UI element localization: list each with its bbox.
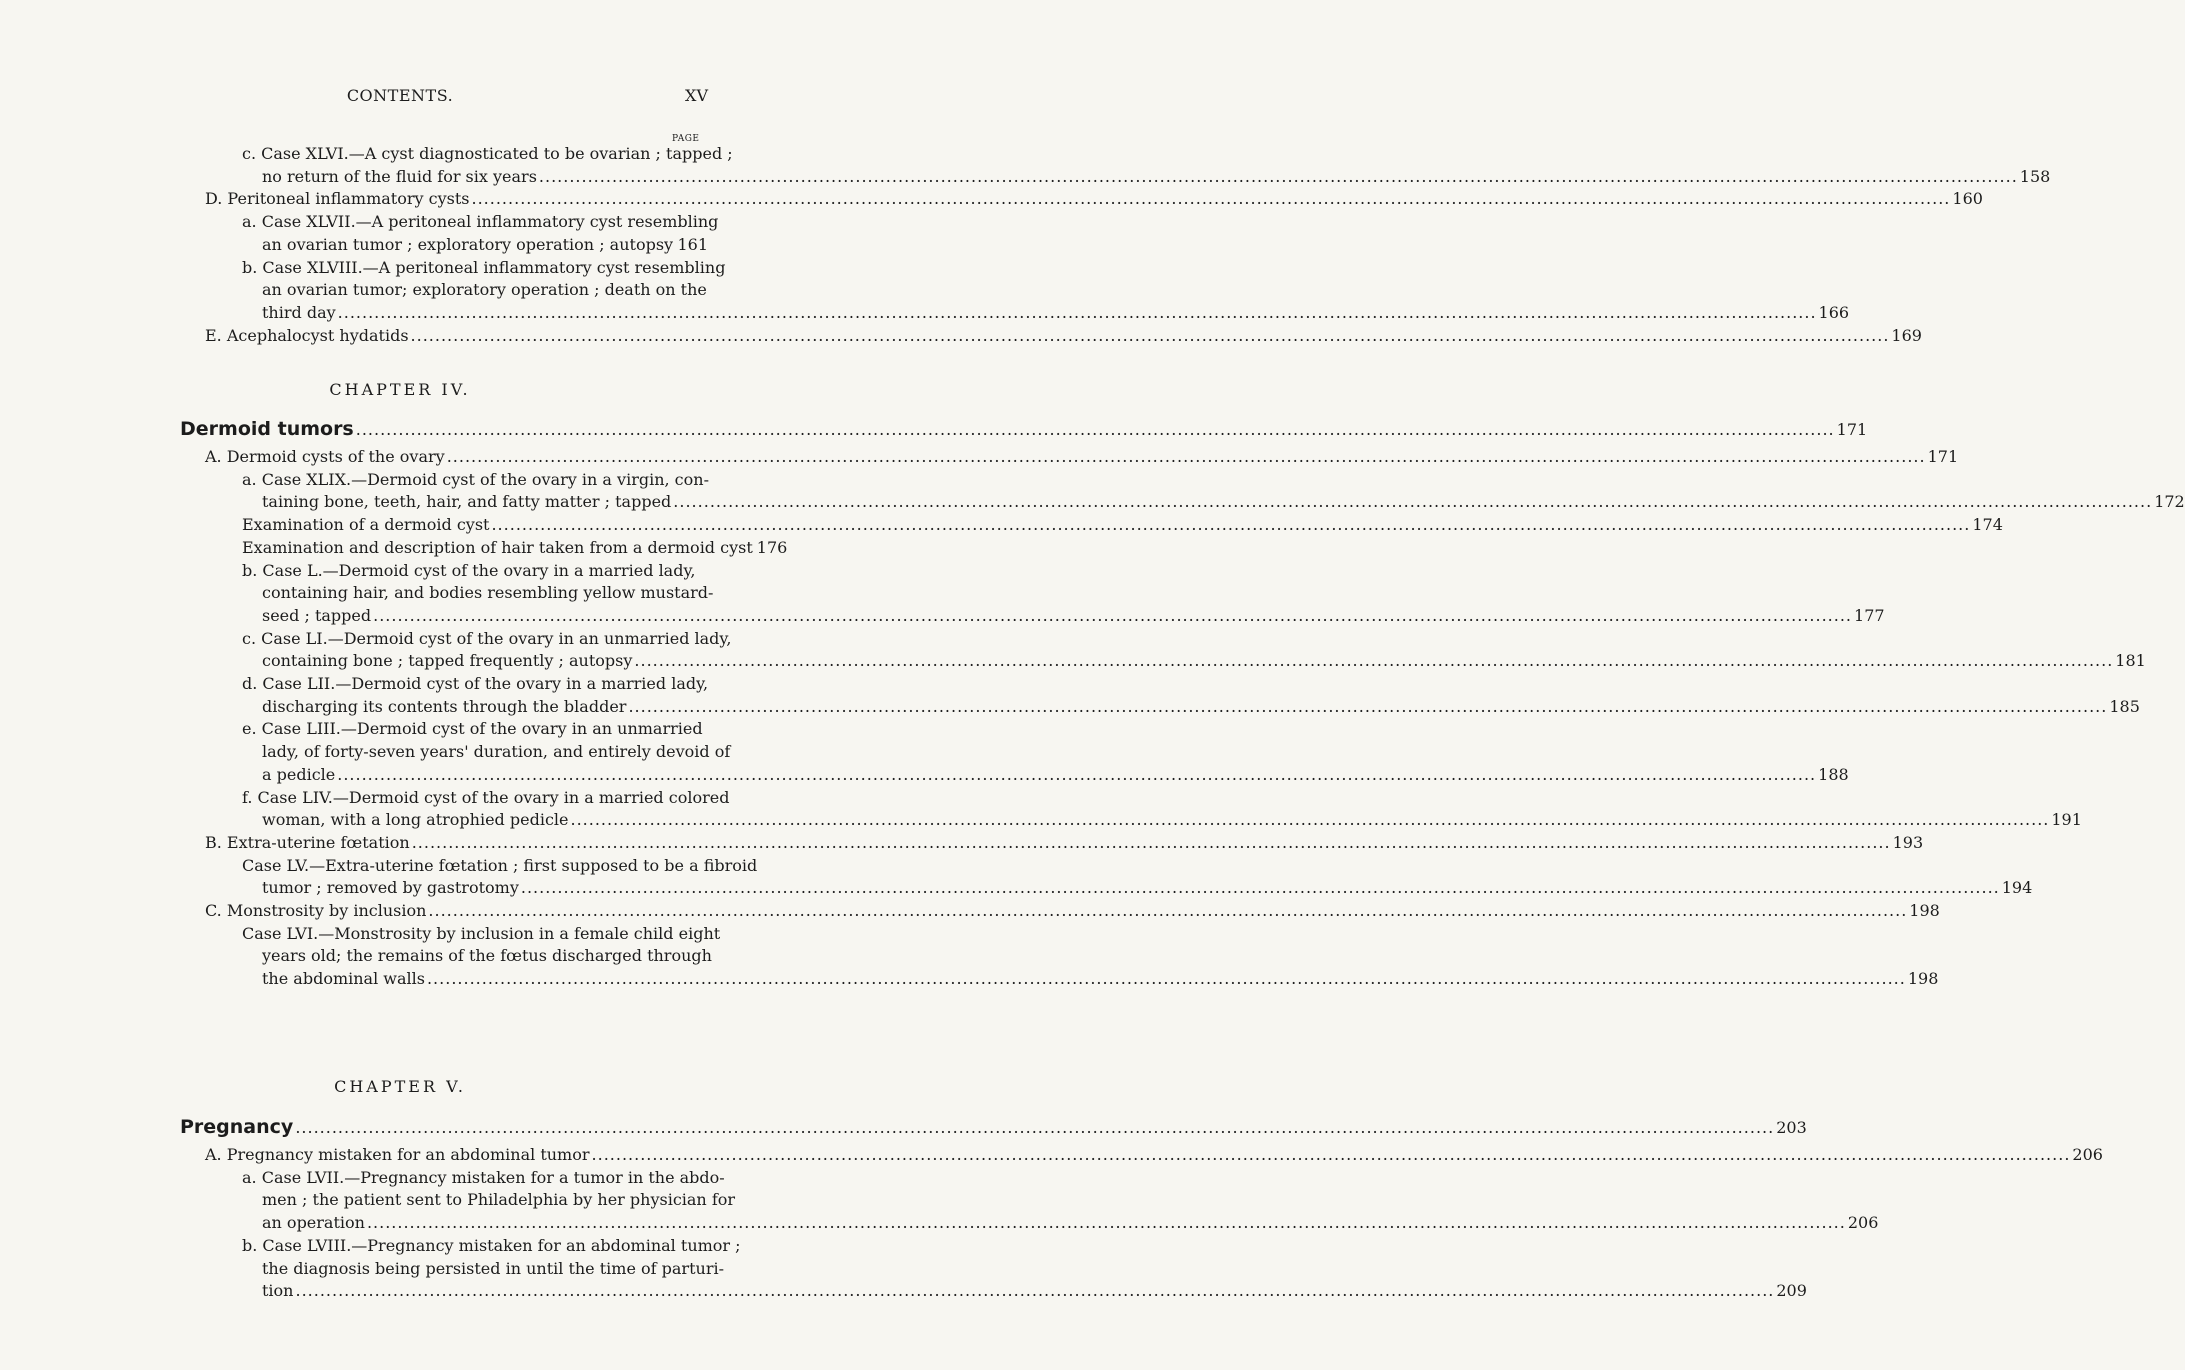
toc-entry-text: an operation [262,1213,365,1233]
toc-entry-text: the abdominal walls [262,969,425,989]
leader-dots [570,810,2049,829]
toc-entry-text: b. Case LVIII.—Pregnancy mistaken for an abdominal tumor ; [242,1235,741,1255]
toc-entry-text: Examination of a dermoid cyst [242,515,490,535]
toc-page-number: 171 [1927,447,1959,466]
toc-entry-text: a. Case XLIX.—Dermoid cyst of the ovary in a virgin, con- [242,469,709,489]
leader-dots [592,1145,2071,1164]
toc-entry-text: men ; the patient sent to Philadelphia by her physician for [262,1190,736,1210]
leader-dots [521,878,2000,897]
leader-dots [295,1281,1774,1300]
running-header [0,86,800,110]
toc-page-number: 206 [1847,1213,1879,1233]
leader-dots [367,1213,1846,1232]
section-heading[interactable] [180,418,1868,444]
toc-entry-text: taining bone, teeth, hair, and fatty matter ; tapped [262,492,672,512]
leader-dots [295,1118,1774,1137]
chapter-heading: CHAPTER V. [334,1077,466,1096]
toc-entry-text: c. Case XLVI.—A cyst diagnosticated to be ovarian ; tapped ; [242,144,733,163]
toc-entry-text: years old; the remains of the fœtus discharged through [262,946,712,966]
toc-entry-text: d. Case LII.—Dermoid cyst of the ovary in a married lady, [242,674,709,693]
toc-page-number: 188 [1818,764,1849,784]
chapter-heading: CHAPTER IV. [329,380,471,399]
toc-page-number: 158 [2019,166,2051,186]
toc-entry-text: D. Peritoneal inflammatory cysts [205,189,470,209]
leader-dots [634,651,2113,670]
leader-dots [447,447,1926,466]
leader-dots [373,606,1852,625]
toc-page-number: 171 [1836,420,1868,439]
toc-entry-text: an ovarian tumor ; exploratory operation ; autopsy [262,234,674,254]
toc-entry-text: b. Case XLVIII.—A peritoneal inflammatory cyst resembling [242,257,726,277]
toc-entry-text: containing bone ; tapped frequently ; autopsy [262,651,633,671]
toc-entry-text: C. Monstrosity by inclusion [205,901,427,920]
toc-page-number: 198 [1909,901,1940,920]
toc-entry-text: b. Case L.—Dermoid cyst of the ovary in a married lady, [242,560,696,580]
toc-entry-text: e. Case LIII.—Dermoid cyst of the ovary in an unmarried [242,719,703,739]
toc-entry-text: discharging its contents through the bladder [262,696,627,716]
leader-dots [356,420,1835,439]
leader-dots [539,167,2018,186]
section-heading[interactable] [180,1116,1807,1142]
leader-dots [427,969,1906,988]
toc-page-number: 198 [1907,969,1939,989]
toc-entry-text: a pedicle [262,764,336,784]
toc-entry-text: an ovarian tumor; exploratory operation ; death on the [262,280,707,300]
toc-entry-text: woman, with a long atrophied pedicle [262,810,569,830]
toc-entry-text: Case LVI.—Monstrosity by inclusion in a female child eight [242,923,721,943]
leader-dots [338,303,1817,322]
leader-dots [428,901,1907,920]
toc-page-number: 193 [1892,832,1924,852]
toc-page-number: 191 [2051,810,2082,830]
toc-entry-text: c. Case LI.—Dermoid cyst of the ovary in an unmarried lady, [242,628,732,648]
toc-entry-text: seed ; tapped [262,605,372,625]
toc-entry-text: Examination and description of hair taken from a dermoid cyst [242,537,753,557]
leader-dots [628,697,2107,716]
toc-page-number: 176 [756,537,788,557]
toc-entry-text: tion [262,1281,294,1301]
toc-entry-text: f. Case LIV.—Dermoid cyst of the ovary in a married colored [242,787,730,807]
toc-page-number: 181 [2115,651,2146,671]
toc-entry-text: Case LV.—Extra-uterine fœtation ; first supposed to be a fibroid [242,855,758,875]
leader-dots [673,492,2152,511]
toc-page-number: 166 [1818,302,1850,322]
toc-page-number: 169 [1891,325,1922,345]
toc-page-number: 177 [1854,605,1885,625]
leader-dots [491,515,1970,534]
toc-entry-text: E. Acephalocyst hydatids [205,325,409,345]
toc-page-number: 174 [1972,515,2003,535]
toc-page-number: 209 [1776,1281,1807,1301]
running-title: CONTENTS. [346,86,454,105]
leader-dots [412,833,1891,852]
toc-page-number: 160 [1952,189,1983,209]
toc-entry-text: third day [262,302,336,322]
toc-entry-text: a. Case LVII.—Pregnancy mistaken for a tumor in the abdo- [242,1167,725,1187]
page-column-label: PAGE [672,134,700,144]
toc-entry-text: containing hair, and bodies resembling yellow mustard- [262,583,714,603]
leader-dots [472,189,1951,208]
section-title: Dermoid tumors [180,418,354,440]
toc-page-number: 185 [2109,696,2140,716]
toc-entry-text: lady, of forty-seven years' duration, and entirely devoid of [262,742,731,762]
toc-page-number: 172 [2154,492,2185,512]
leader-dots [411,326,1890,345]
toc-entry-text: B. Extra-uterine fœtation [205,832,410,852]
toc-page-number: 206 [2072,1145,2103,1164]
toc-entry-text: tumor ; removed by gastrotomy [262,878,519,898]
toc-entry-text: A. Dermoid cysts of the ovary [205,447,445,466]
toc-page-number: 194 [2001,878,2033,898]
toc-entry-text: A. Pregnancy mistaken for an abdominal tumor [205,1145,590,1164]
toc-page-number: 161 [677,234,708,254]
leader-dots [337,765,1816,784]
toc-entry-text: a. Case XLVII.—A peritoneal inflammatory cyst resembling [242,212,719,232]
toc-page-number: 203 [1776,1118,1807,1137]
toc-entry-text: the diagnosis being persisted in until the time of parturi- [262,1258,724,1278]
section-title: Pregnancy [180,1116,294,1138]
page-number: XV [685,86,708,105]
toc-entry-text: no return of the fluid for six years [262,166,537,186]
